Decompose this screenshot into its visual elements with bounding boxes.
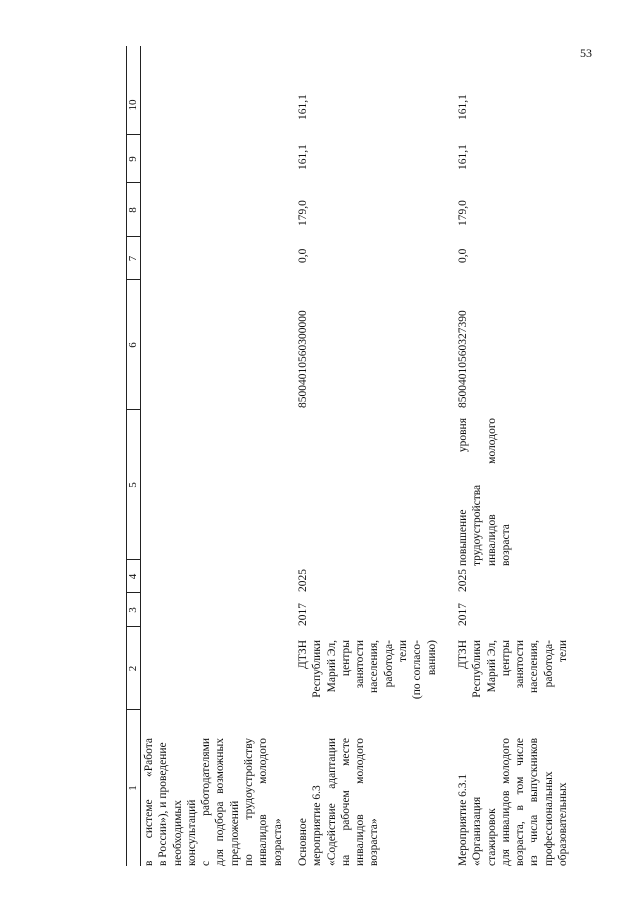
text-line: ванию): [425, 640, 438, 676]
row3-col3: 2017: [457, 603, 469, 626]
text-line: в системе «Работа: [143, 738, 155, 866]
row3-col2: [456, 640, 570, 700]
row3-col5: [456, 418, 513, 566]
text-line: работода-: [382, 640, 395, 688]
header-col-8: 8: [127, 207, 139, 213]
text-line: консультаций: [185, 799, 198, 866]
text-line: населения,: [528, 640, 541, 693]
text-line: из числа выпускников: [528, 738, 541, 866]
row3-col7: 0,0: [457, 248, 469, 263]
text-line: образовательных: [557, 782, 570, 866]
row1-col1: [142, 738, 285, 866]
text-line: центры: [499, 640, 512, 677]
header-col-4: 4: [127, 573, 139, 580]
row2-col6: 85004010560300000: [297, 310, 309, 408]
row2-col9: 161,1: [297, 144, 309, 170]
text-line: «Содействие адаптации: [325, 738, 338, 866]
row2-col8: 179,0: [297, 200, 309, 226]
text-line: стажировок: [485, 808, 498, 866]
header-col-9: 9: [127, 156, 139, 162]
text-line: возраста»: [271, 818, 284, 866]
text-line: мероприятие 6.3: [311, 785, 324, 866]
text-line: ДТЗН: [297, 640, 309, 669]
header-col-2: 2: [127, 665, 139, 672]
header-col-7: 7: [127, 255, 139, 262]
text-line: занятости: [514, 640, 527, 689]
text-line: для инвалидов молодого: [499, 738, 512, 866]
text-line: в России»), и проведение: [157, 742, 170, 866]
text-line: Основное: [297, 818, 309, 866]
text-line: на рабочем месте: [339, 738, 352, 866]
row2-col7: 0,0: [297, 248, 309, 263]
row3-col1: [456, 738, 570, 866]
text-line: Республики: [311, 640, 324, 698]
text-line: повышение уровня: [457, 418, 469, 566]
text-line: тели: [397, 640, 410, 663]
text-line: инвалидов молодого: [485, 418, 498, 566]
row3-col4: 2025: [457, 569, 469, 592]
text-line: профессиональных: [542, 771, 555, 866]
text-line: работода-: [542, 640, 555, 688]
text-line: трудоустройства: [471, 484, 484, 566]
text-line: Марий Эл,: [485, 640, 498, 693]
text-line: (по согласо-: [411, 640, 424, 700]
row3-col10: 161,1: [457, 94, 469, 120]
row2-col4: 2025: [297, 569, 309, 592]
text-line: инвалидов молодого: [354, 738, 367, 866]
text-line: возраста, в том числе: [514, 738, 527, 866]
row3-col8: 179,0: [457, 200, 469, 226]
header-col-5: 5: [127, 482, 139, 488]
rotated-table: [126, 46, 626, 866]
header-col-6: 6: [127, 342, 139, 348]
text-line: тели: [557, 640, 570, 663]
row2-col10: 161,1: [297, 94, 309, 120]
text-line: необходимых: [171, 800, 184, 866]
text-line: Республики: [471, 640, 484, 698]
header-col-3: 3: [127, 607, 139, 613]
text-line: Марий Эл,: [325, 640, 338, 693]
row3-col9: 161,1: [457, 144, 469, 170]
page-number: 53: [580, 46, 592, 60]
row2-col1: [296, 738, 382, 866]
text-line: предложений: [228, 800, 241, 866]
header-col-1: 1: [127, 785, 139, 791]
text-line: Мероприятие 6.3.1: [457, 773, 469, 866]
text-line: инвалидов молодого: [257, 738, 270, 866]
header-col-10: 10: [127, 99, 139, 111]
row2-col3: 2017: [297, 603, 309, 626]
text-line: возраста»: [368, 818, 381, 866]
text-line: населения,: [368, 640, 381, 693]
text-line: возраста: [499, 524, 512, 566]
text-line: центры: [339, 640, 352, 677]
header-bottom-border: [140, 46, 141, 866]
text-line: для подбора возможных: [214, 738, 227, 866]
row3-col6: 85004010560327390: [457, 310, 469, 408]
text-line: по трудоустройству: [243, 738, 256, 866]
text-line: с работодателями: [200, 738, 213, 866]
text-line: «Организация: [471, 796, 484, 866]
row2-col2: [296, 640, 439, 700]
text-line: занятости: [354, 640, 367, 689]
text-line: ДТЗН: [457, 640, 469, 669]
